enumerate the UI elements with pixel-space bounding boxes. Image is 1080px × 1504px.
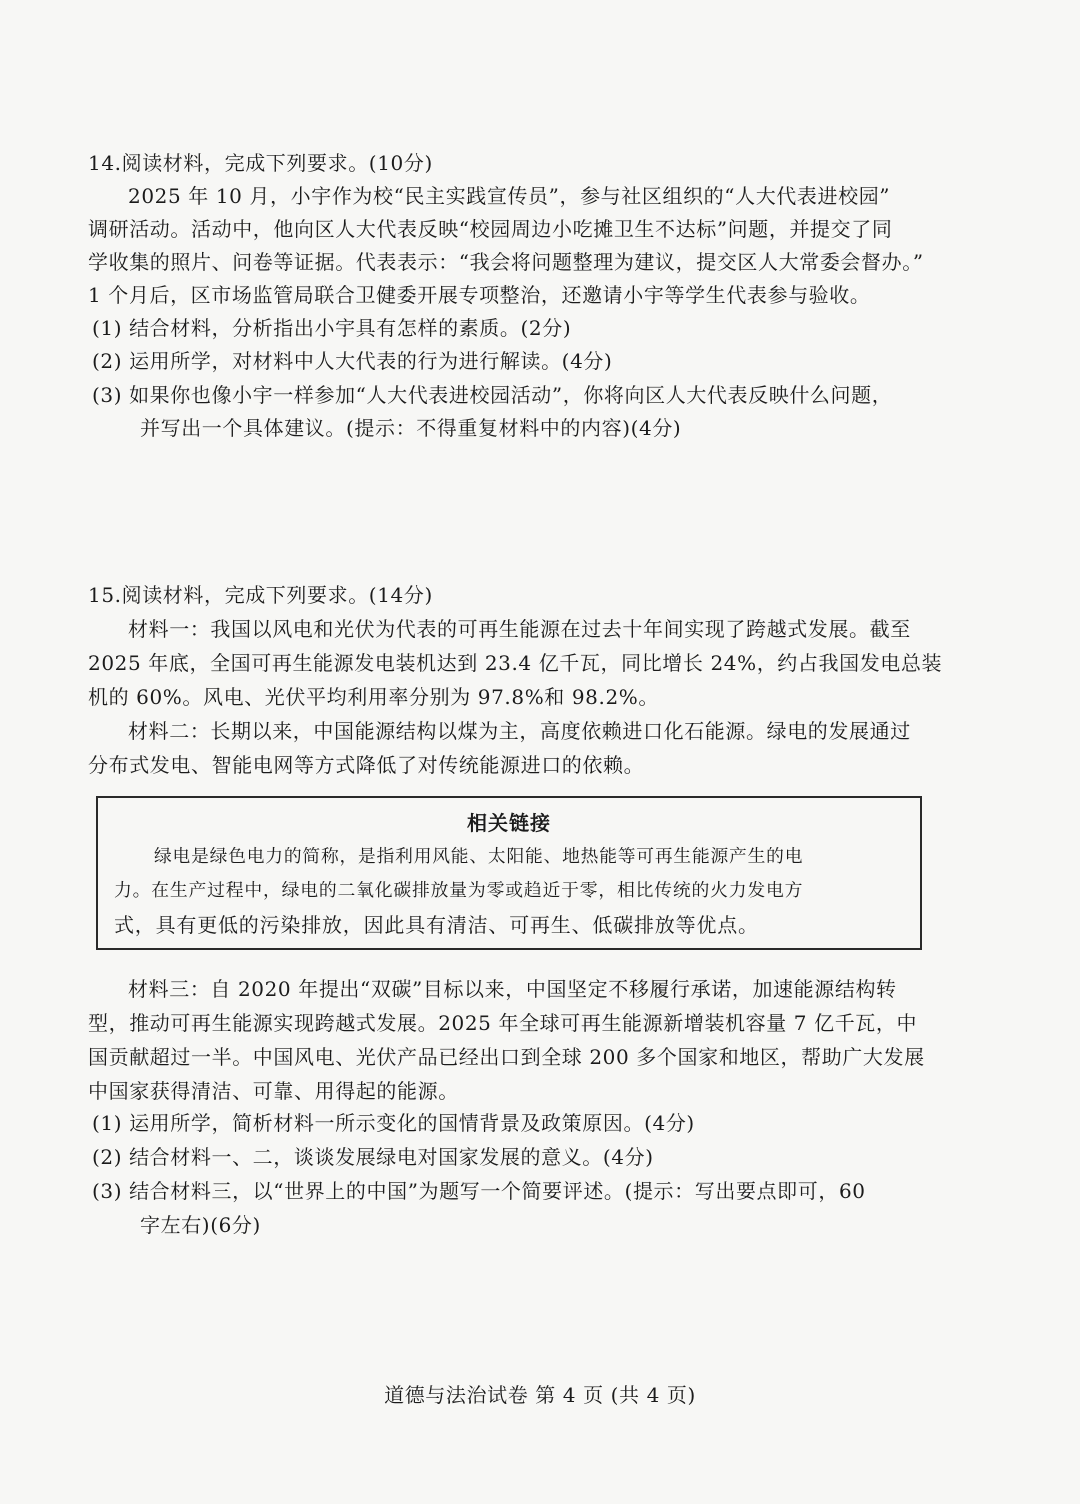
q15-material3-line: 中国家获得清洁、可靠、用得起的能源。	[88, 1079, 459, 1103]
q15-question-2: (2) 结合材料一、二，谈谈发展绿电对国家发展的意义。(4分)	[92, 1145, 654, 1169]
q15-material1-line: 2025 年底，全国可再生能源发电装机达到 23.4 亿千瓦，同比增长 24%，约占我国发电总装	[88, 651, 943, 675]
q15-question-3-continued: 字左右)(6分)	[140, 1213, 261, 1237]
q15-material1-line: 机的 60%。风电、光伏平均利用率分别为 97.8%和 98.2%。	[88, 685, 659, 709]
q14-material-line: 2025 年 10 月，小宇作为校“民主实践宣传员”，参与社区组织的“人大代表进校园”	[128, 184, 891, 208]
related-link-title: 相关链接	[467, 811, 551, 835]
q14-question-1: (1) 结合材料，分析指出小宇具有怎样的素质。(2分)	[92, 316, 572, 340]
q15-question-1: (1) 运用所学，简析材料一所示变化的国情背景及政策原因。(4分)	[92, 1111, 695, 1135]
related-link-line: 绿电是绿色电力的简称，是指利用风能、太阳能、地热能等可再生能源产生的电	[154, 847, 804, 867]
related-link-line: 力。在生产过程中，绿电的二氧化碳排放量为零或趋近于零，相比传统的火力发电方	[114, 880, 804, 901]
q14-material-line: 1 个月后，区市场监管局联合卫健委开展专项整治，还邀请小宇等学生代表参与验收。	[88, 283, 871, 307]
q14-title: 14.阅读材料，完成下列要求。(10分)	[88, 151, 433, 175]
related-link-line: 式，具有更低的污染排放，因此具有清洁、可再生、低碳排放等优点。	[114, 913, 759, 937]
q14-material-line: 调研活动。活动中，他向区人大代表反映“校园周边小吃摊卫生不达标”问题，并提交了同	[88, 217, 893, 241]
q15-material2-line: 分布式发电、智能电网等方式降低了对传统能源进口的依赖。	[88, 753, 645, 777]
related-link-box	[96, 796, 922, 950]
page-footer: 道德与法治试卷 第 4 页 (共 4 页)	[384, 1383, 696, 1407]
q15-title: 15.阅读材料，完成下列要求。(14分)	[88, 583, 433, 607]
q14-material-line: 学收集的照片、问卷等证据。代表表示：“我会将问题整理为建议，提交区人大常委会督办。”	[88, 250, 924, 274]
q15-material2-line: 材料二：长期以来，中国能源结构以煤为主，高度依赖进口化石能源。绿电的发展通过	[128, 719, 911, 743]
q15-material3-line: 材料三：自 2020 年提出“双碳”目标以来，中国坚定不移履行承诺，加速能源结构转	[128, 977, 897, 1001]
q14-question-3-continued: 并写出一个具体建议。(提示：不得重复材料中的内容)(4分)	[140, 416, 682, 440]
q15-material1-line: 材料一：我国以风电和光伏为代表的可再生能源在过去十年间实现了跨越式发展。截至	[128, 617, 911, 641]
q14-question-3: (3) 如果你也像小宇一样参加“人大代表进校园活动”，你将向区人大代表反映什么问题，	[92, 383, 893, 407]
q15-material3-line: 型，推动可再生能源实现跨越式发展。2025 年全球可再生能源新增装机容量 7 亿千瓦，中	[88, 1011, 918, 1035]
q15-question-3: (3) 结合材料三，以“世界上的中国”为题写一个简要评述。(提示：写出要点即可，60	[92, 1179, 866, 1203]
q15-material3-line: 国贡献超过一半。中国风电、光伏产品已经出口到全球 200 多个国家和地区，帮助广大发展	[88, 1045, 925, 1069]
q14-question-2: (2) 运用所学，对材料中人大代表的行为进行解读。(4分)	[92, 349, 613, 373]
